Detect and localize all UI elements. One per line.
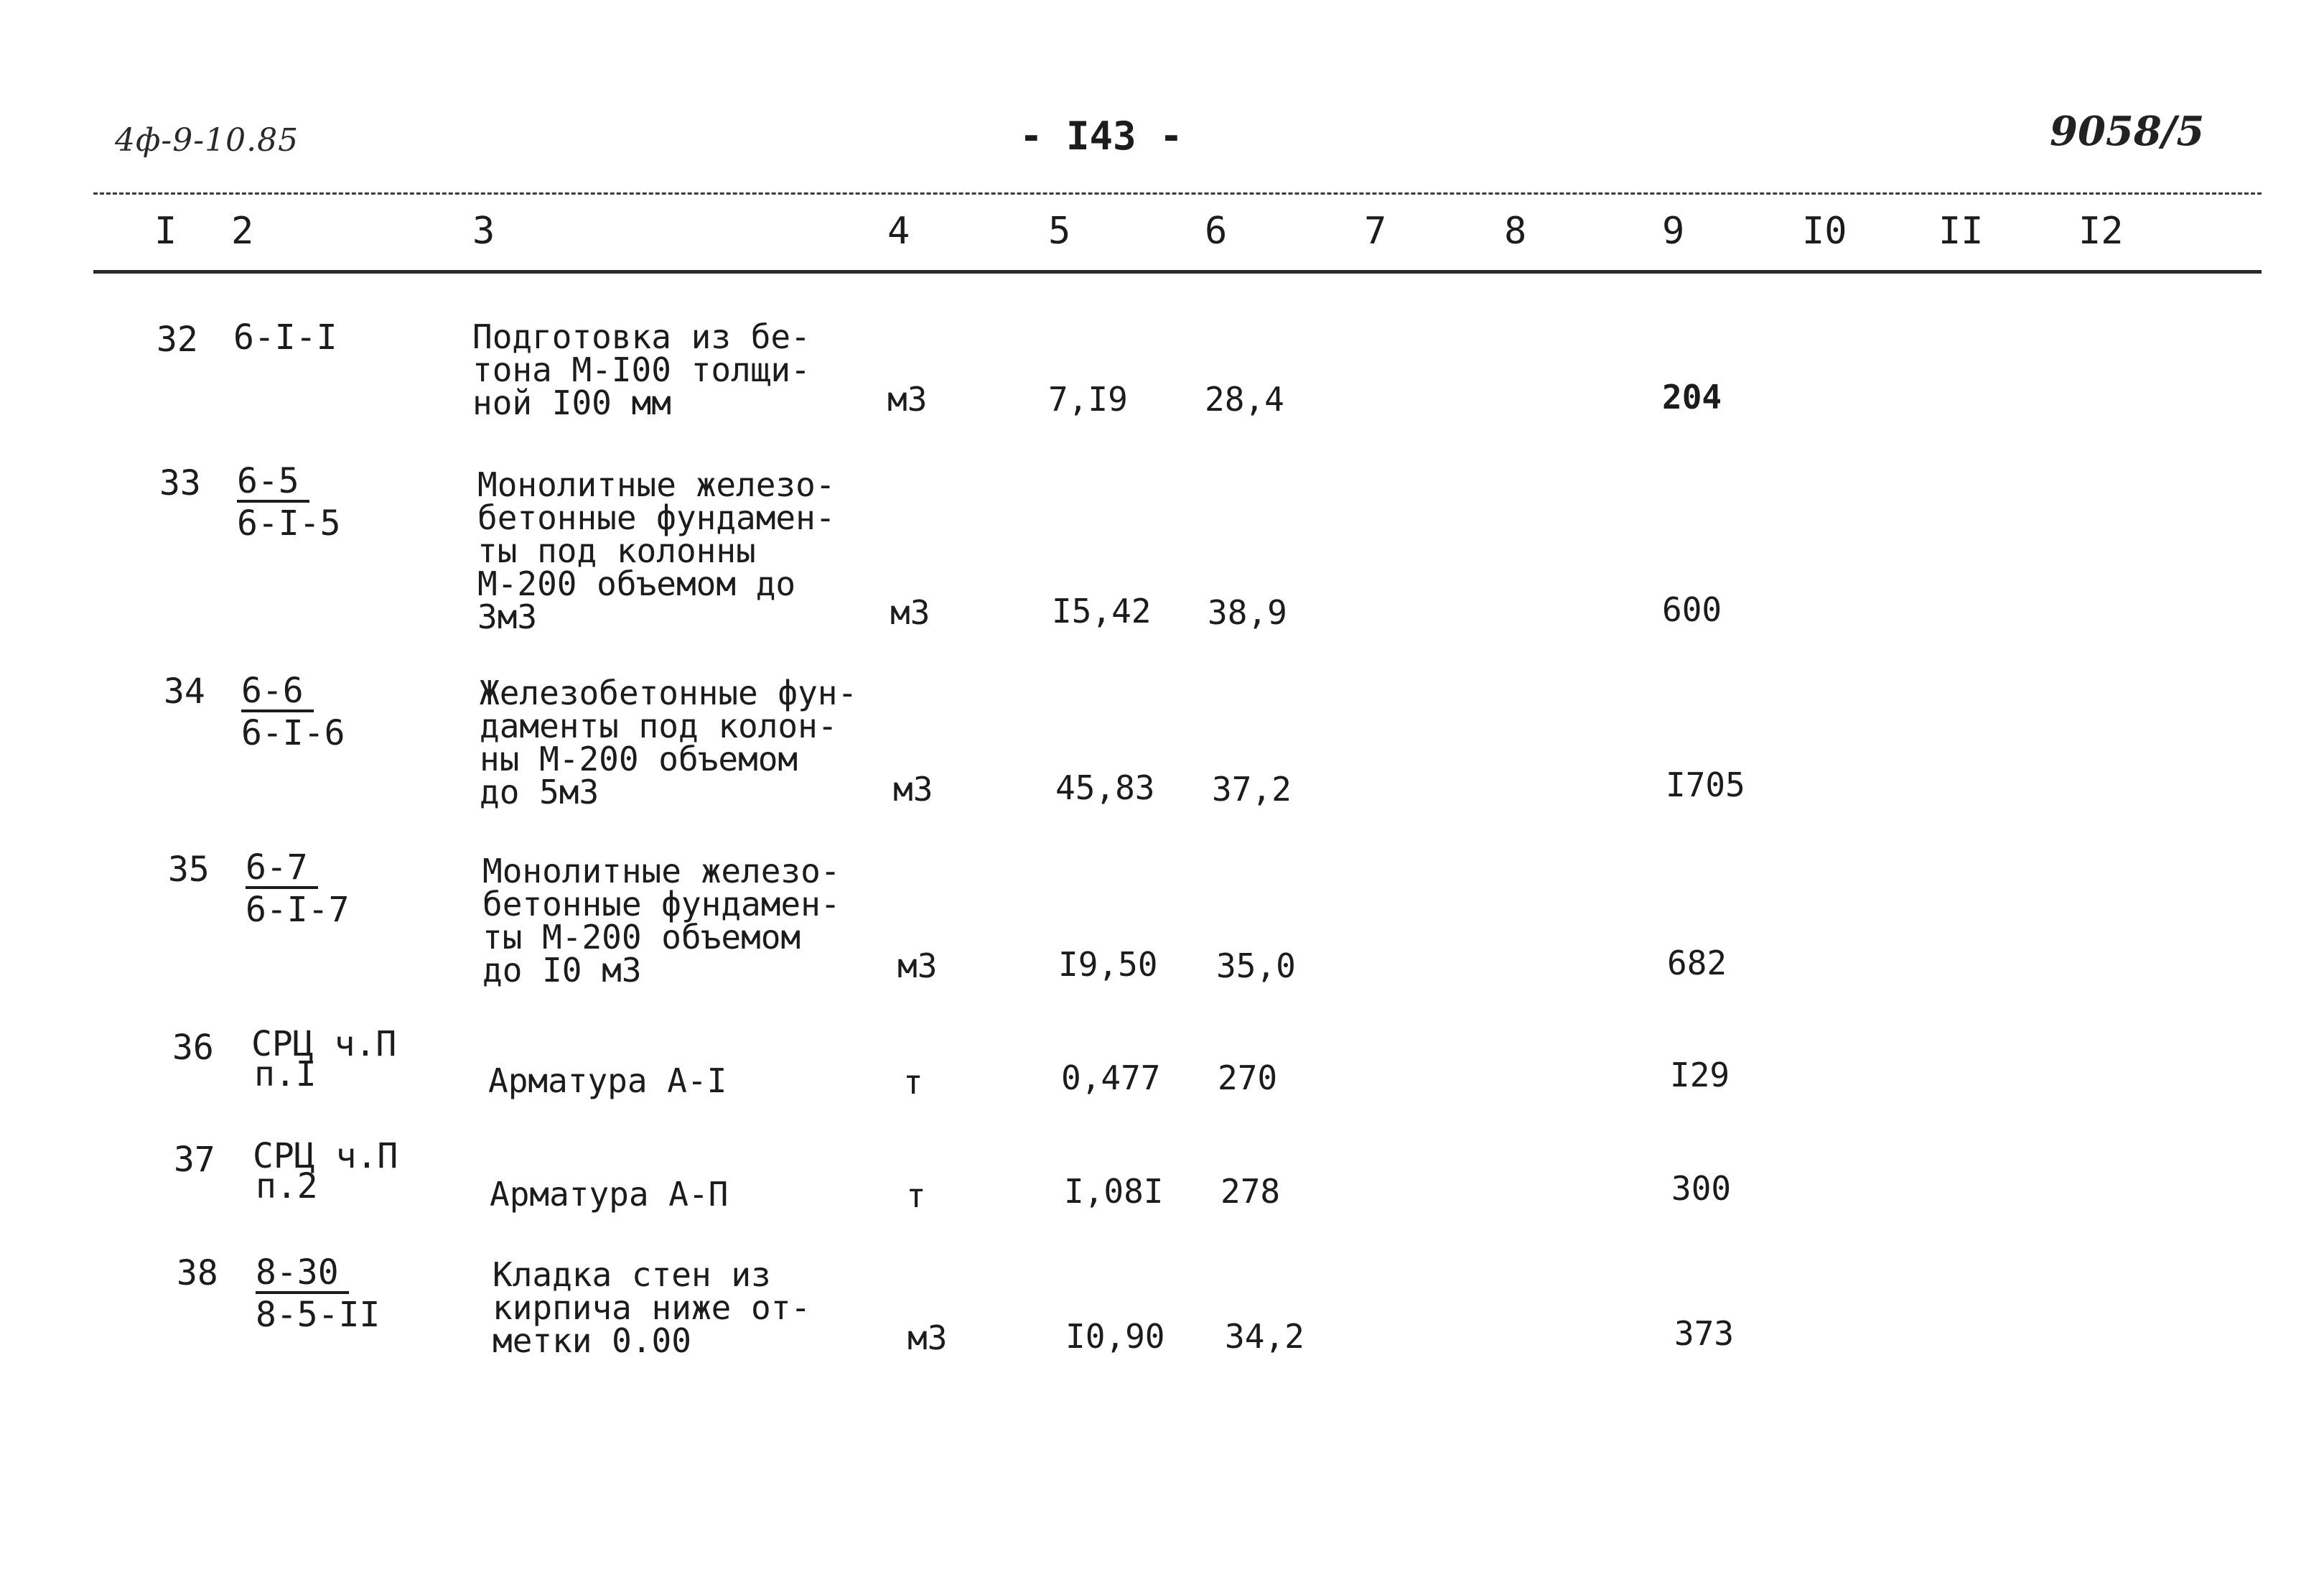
row-unit: т xyxy=(903,1063,923,1102)
row-description: Кладка стен из кирпича ниже от- метки 0.00 xyxy=(493,1255,811,1360)
row-quantity: 0,477 xyxy=(1061,1058,1161,1097)
col-header-6: 6 xyxy=(1205,210,1228,253)
col-header-2: 2 xyxy=(231,210,254,253)
row-code xyxy=(233,319,337,356)
row-unit: м3 xyxy=(890,593,930,632)
row-number: 33 xyxy=(159,463,201,503)
code-primary: СРЦ ч.П xyxy=(253,1136,398,1176)
code-secondary: 6-I-5 xyxy=(237,503,341,544)
row-number: 38 xyxy=(177,1253,218,1293)
row-price: 270 xyxy=(1218,1058,1278,1097)
row-quantity: I,08I xyxy=(1064,1172,1164,1211)
row-quantity: I9,50 xyxy=(1058,945,1158,984)
handwritten-note-left: 4ф-9-10.85 xyxy=(115,122,299,159)
row-price: 37,2 xyxy=(1212,770,1292,809)
row-unit: м3 xyxy=(893,770,933,809)
code-secondary: 6-I-6 xyxy=(241,713,345,753)
row-code xyxy=(237,461,341,544)
code-secondary: 6-I-7 xyxy=(246,890,350,930)
col-header-9: 9 xyxy=(1662,210,1685,253)
row-number: 36 xyxy=(172,1028,214,1068)
row-code xyxy=(251,1024,397,1094)
code-primary: 6-5 xyxy=(237,462,309,503)
row-unit: м3 xyxy=(907,1318,948,1357)
code-primary: 8-30 xyxy=(256,1254,349,1294)
handwritten-note-right: 9058/5 xyxy=(2050,108,2205,155)
row-total: 600 xyxy=(1662,590,1722,629)
col-header-12: I2 xyxy=(2078,210,2124,253)
row-description: Арматура А-I xyxy=(488,1061,727,1100)
row-total: 373 xyxy=(1674,1314,1735,1353)
col-header-8: 8 xyxy=(1504,210,1527,253)
row-price: 35,0 xyxy=(1216,946,1296,985)
row-total: 682 xyxy=(1667,944,1727,982)
row-number: 32 xyxy=(157,320,198,360)
row-quantity: I0,90 xyxy=(1065,1317,1165,1356)
row-description: Подготовка из бе- тона М-I00 толщи- ной I00 мм xyxy=(472,317,811,422)
code-primary: 6-6 xyxy=(241,672,314,712)
code-primary: 6-7 xyxy=(246,849,318,889)
row-description: Монолитные железо- бетонные фундамен- ты под колонны М-200 объемом до 3м3 xyxy=(477,465,836,636)
row-total: I705 xyxy=(1666,765,1745,804)
col-header-3: 3 xyxy=(472,210,495,253)
row-number: 34 xyxy=(164,671,205,712)
col-header-5: 5 xyxy=(1048,210,1071,253)
row-unit: м3 xyxy=(897,946,938,985)
header-rule-bottom xyxy=(93,270,2262,274)
col-header-7: 7 xyxy=(1364,210,1387,253)
col-header-4: 4 xyxy=(887,210,910,253)
row-number: 37 xyxy=(174,1140,215,1180)
row-description: Арматура А-П xyxy=(490,1175,729,1214)
row-description: Монолитные железо- бетонные фундамен- ты М-200 объемом до I0 м3 xyxy=(482,852,841,990)
row-code xyxy=(253,1136,398,1206)
row-total: 204 xyxy=(1662,378,1722,416)
row-description: Железобетонные фун- даменты под колон- ны М-200 объемом до 5м3 xyxy=(480,674,858,811)
header-rule-top xyxy=(93,192,2262,195)
row-unit: т xyxy=(906,1176,926,1215)
row-code xyxy=(256,1252,380,1336)
code-secondary: п.I xyxy=(254,1054,317,1094)
col-header-11: II xyxy=(1938,210,1984,253)
row-price: 28,4 xyxy=(1205,380,1284,419)
code-primary: СРЦ ч.П xyxy=(251,1024,397,1064)
row-code xyxy=(246,847,350,931)
code-secondary: п.2 xyxy=(256,1166,318,1206)
row-code xyxy=(241,671,345,754)
row-number: 35 xyxy=(168,850,210,890)
code-secondary: 8-5-II xyxy=(256,1295,381,1335)
row-price: 278 xyxy=(1221,1172,1281,1211)
row-unit: м3 xyxy=(887,380,928,419)
page-number: - I43 - xyxy=(1019,113,1183,159)
row-quantity: 45,83 xyxy=(1055,768,1155,807)
row-quantity: 7,I9 xyxy=(1048,380,1128,419)
col-header-10: I0 xyxy=(1802,210,1847,253)
code-primary: 6-I-I xyxy=(233,317,337,358)
row-total: 300 xyxy=(1671,1169,1732,1208)
row-quantity: I5,42 xyxy=(1052,592,1152,630)
row-price: 38,9 xyxy=(1208,593,1287,632)
row-total: I29 xyxy=(1670,1056,1730,1094)
col-header-1: I xyxy=(154,210,177,253)
row-price: 34,2 xyxy=(1225,1317,1305,1356)
